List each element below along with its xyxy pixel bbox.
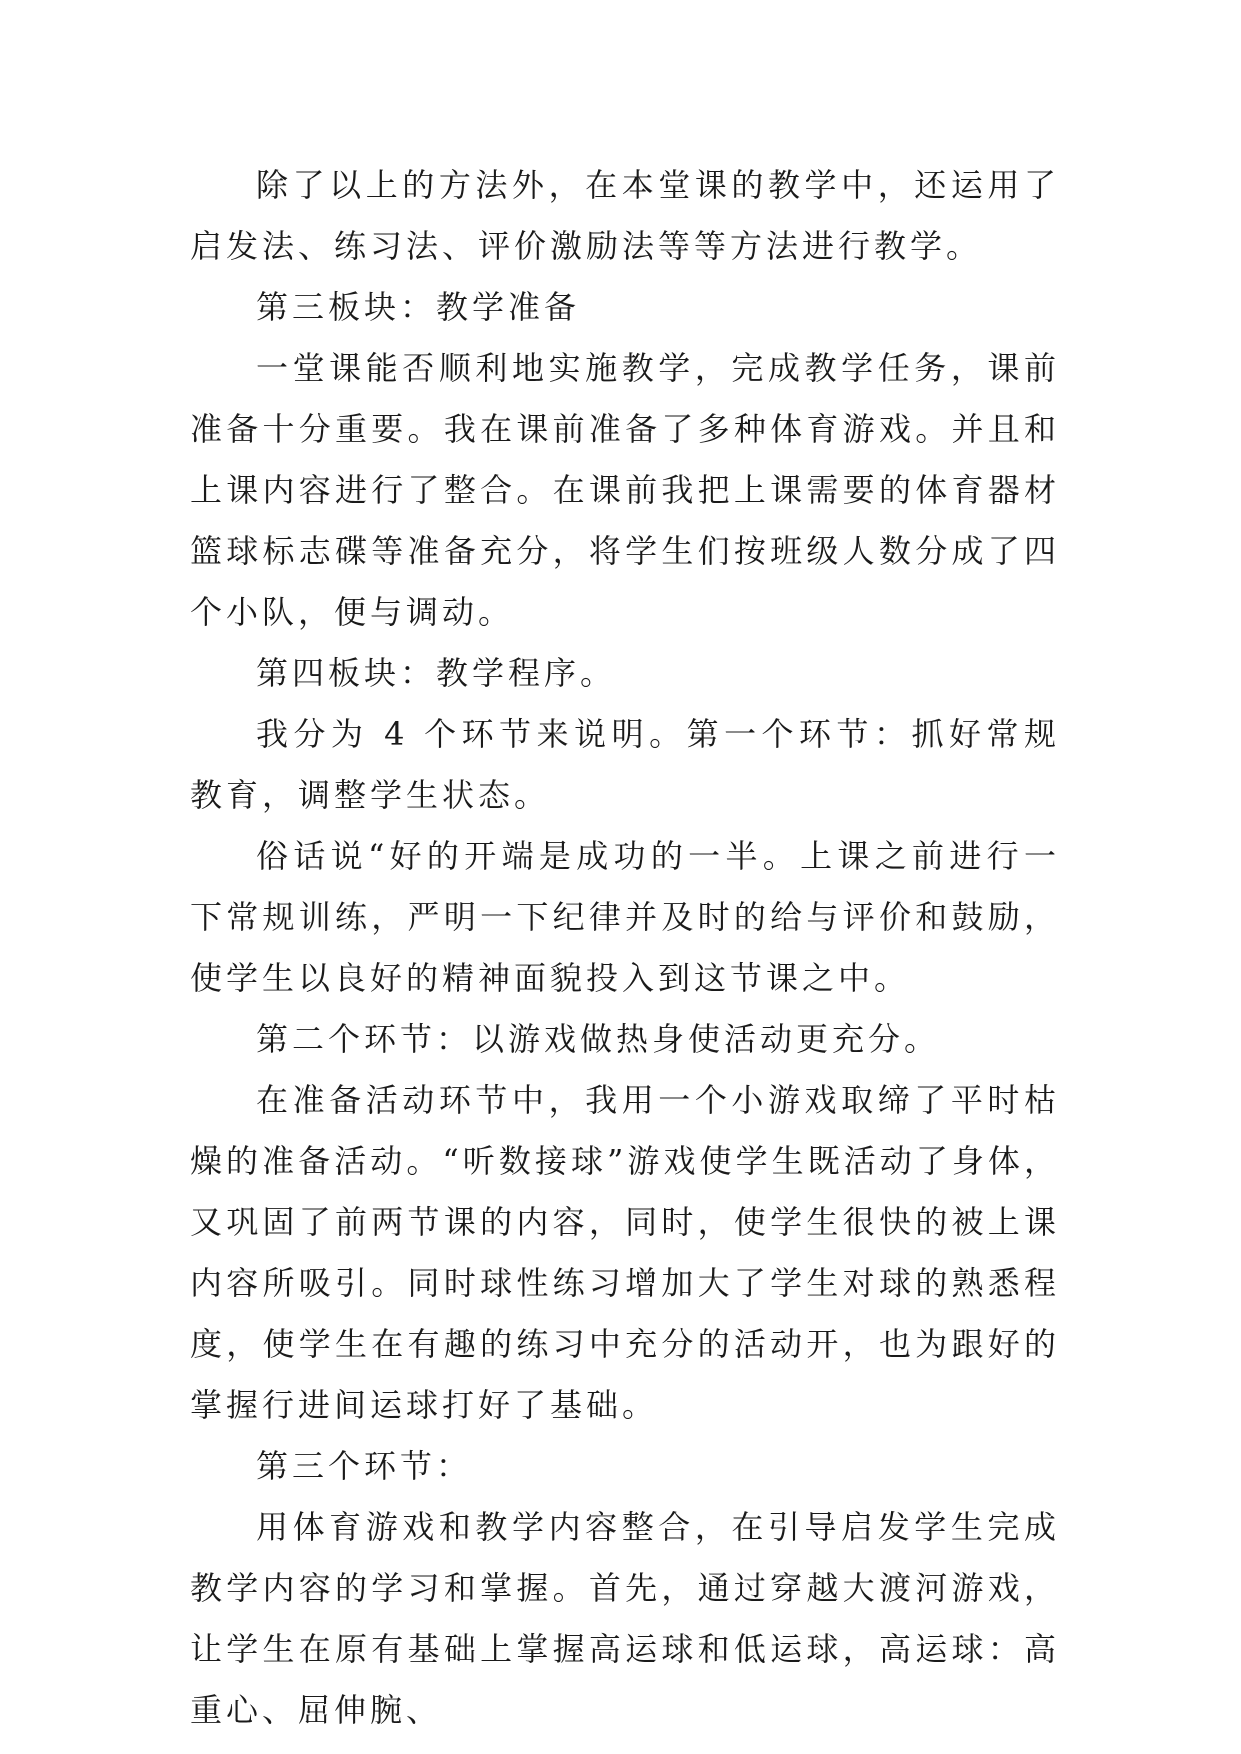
paragraph-first-step: 我分为 4 个环节来说明。第一个环节：抓好常规教育，调整学生状态。: [190, 715, 1060, 814]
section-heading-second-step: 第二个环节：以游戏做热身使活动更充分。: [256, 1020, 941, 1058]
paragraph-game-integration: 用体育游戏和教学内容整合，在引导启发学生完成教学内容的学习和掌握。首先，通过穿越大渡河游戏，让学生在原有基础上掌握高运球和低运球，高运球：高重心、屈伸腕、: [190, 1508, 1060, 1729]
paragraph-warmup-game: 在准备活动环节中，我用一个小游戏取缔了平时枯燥的准备活动。“听数接球”游戏使学生既活动了身体，又巩固了前两节课的内容，同时，使学生很快的被上课内容所吸引。同时球性练习增加大了学生对球的熟悉程度，使学生在有趣的练习中充分的活动开，也为跟好的掌握行进间运球打好了基础。: [190, 1081, 1060, 1424]
paragraph-routine-training: 俗话说“好的开端是成功的一半。上课之前进行一下常规训练，严明一下纪律并及时的给与评价和鼓励，使学生以良好的精神面貌投入到这节课之中。: [190, 837, 1060, 997]
section-heading-preparation: 第三板块：教学准备: [256, 288, 581, 326]
section-heading-third-step: 第三个环节：: [256, 1447, 473, 1485]
document-body: [190, 155, 1060, 1741]
paragraph-methods: 除了以上的方法外，在本堂课的教学中，还运用了启发法、练习法、评价激励法等等方法进行教学。: [190, 166, 1060, 265]
section-heading-procedure: 第四板块：教学程序。: [256, 654, 617, 692]
paragraph-preparation: 一堂课能否顺利地实施教学，完成教学任务，课前准备十分重要。我在课前准备了多种体育游戏。并且和上课内容进行了整合。在课前我把上课需要的体育器材篮球标志碟等准备充分，将学生们按班级人数分成了四个小队，便与调动。: [190, 349, 1060, 631]
